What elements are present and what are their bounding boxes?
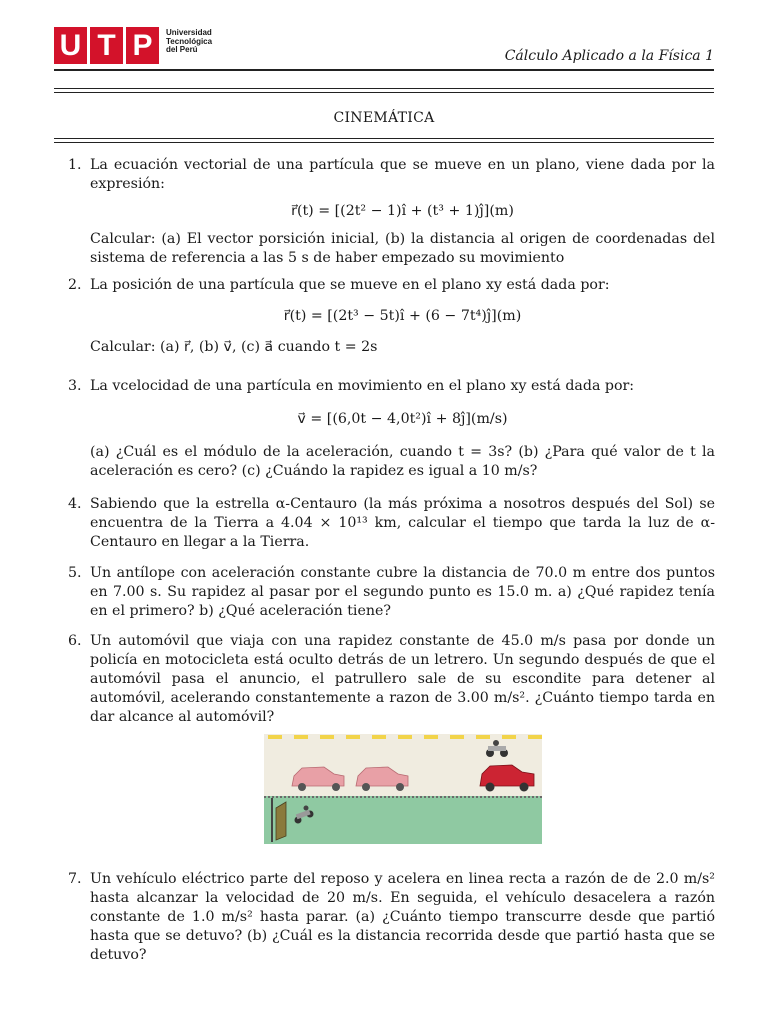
problem-equation: r⃗(t) = [(2t² − 1)î + (t³ + 1)ĵ](m)	[291, 203, 514, 219]
title-rule-bottom-2	[54, 142, 714, 143]
problem-3	[54, 377, 715, 481]
logo-university-name	[166, 27, 212, 55]
title-rule-bottom-1	[54, 138, 714, 139]
title-rule-top-1	[54, 88, 714, 89]
problem-text: Un automóvil que viaja con una rapidez constante de 45.0 m/s pasa por donde un policía en motocicleta está oculto detrás de un letrero. Un segundo después de que el automóvil pasa el anuncio, el patrullero sale de su escondite para detener al automóvil, acelerando constantemente a razon de 3.00 m/s². ¿Cuánto tiempo tarda en dar alcance al automóvil?	[90, 633, 715, 725]
logo-line-2: Tecnológica	[166, 36, 213, 46]
header-divider	[54, 69, 714, 71]
problem-equation: v⃗ = [(6,0t − 4,0t²)î + 8ĵ](m/s)	[297, 411, 508, 427]
problem-text: Un antílope con aceleración constante cubre la distancia de 70.0 m entre dos puntos en 7.00 s. Su rapidez al pasar por el segundo punto es 15.0 m. a) ¿Qué rapidez tenía en el primero? b) ¿Qué aceleración tiene?	[90, 565, 715, 619]
problem-question: Calcular: (a) El vector porsición inicial, (b) la distancia al origen de coordenadas del sistema de referencia a las 5 s de haber empezado su movimiento	[90, 231, 715, 266]
problem-7	[54, 870, 715, 965]
title-rule-top-2	[54, 92, 714, 93]
problem-number: 1.	[68, 157, 82, 173]
problem-number: 2.	[68, 277, 82, 293]
logo-letter-t: T	[90, 27, 123, 64]
course-name: Cálculo Aplicado a la Física 1	[504, 48, 714, 64]
problem-text: Un vehículo eléctrico parte del reposo y acelera en linea recta a razón de de 2.0 m/s² hasta alcanzar la velocidad de 20 m/s. En seguida, el vehículo desacelera a razón constante de 1.0 m/s² hasta parar. (a) ¿Cuánto tiempo transcurre desde que partió hasta que se detuvo? (b) ¿Cuál es la distancia recorrida desde que partió hasta que se detuvo?	[90, 871, 715, 963]
logo-line-3: del Perú	[166, 45, 198, 54]
car-chase-illustration	[264, 728, 542, 844]
problem-number: 5.	[68, 565, 82, 581]
logo-line-1: Universidad	[166, 28, 212, 37]
problem-5	[54, 564, 715, 621]
problem-number: 7.	[68, 871, 82, 887]
problem-text: La ecuación vectorial de una partícula que se mueve en un plano, viene dada por la expresión:	[90, 157, 715, 192]
problem-2	[54, 276, 715, 357]
problem-text: La posición de una partícula que se mueve en el plano xy está dada por:	[90, 277, 610, 293]
problem-number: 6.	[68, 633, 82, 649]
utp-logo	[54, 27, 212, 64]
page-title: CINEMÁTICA	[333, 110, 435, 126]
problem-equation: r⃗(t) = [(2t³ − 5t)î + (6 − 7t⁴)ĵ](m)	[283, 308, 522, 324]
problem-number: 3.	[68, 378, 82, 394]
problem-question: (a) ¿Cuál es el módulo de la aceleración, cuando t = 3s? (b) ¿Para qué valor de t la aceleración es cero? (c) ¿Cuándo la rapidez es igual a 10 m/s?	[90, 444, 715, 479]
problem-text: Sabiendo que la estrella α-Centauro (la más próxima a nosotros después del Sol) se encuentra de la Tierra a 4.04 × 10¹³ km, calcular el tiempo que tarda la luz de α-Centauro en llegar a la Tierra.	[90, 496, 715, 550]
problem-number: 4.	[68, 496, 82, 512]
problem-1	[54, 156, 715, 268]
logo-letter-u: U	[54, 27, 87, 64]
problem-text: La vcelocidad de una partícula en movimiento en el plano xy está dada por:	[90, 378, 635, 394]
problem-question: Calcular: (a) r⃗, (b) v⃗, (c) a⃗ cuando t = 2s	[90, 339, 378, 355]
logo-letter-p: P	[126, 27, 159, 64]
problem-4	[54, 495, 715, 552]
problem-6	[54, 632, 715, 727]
